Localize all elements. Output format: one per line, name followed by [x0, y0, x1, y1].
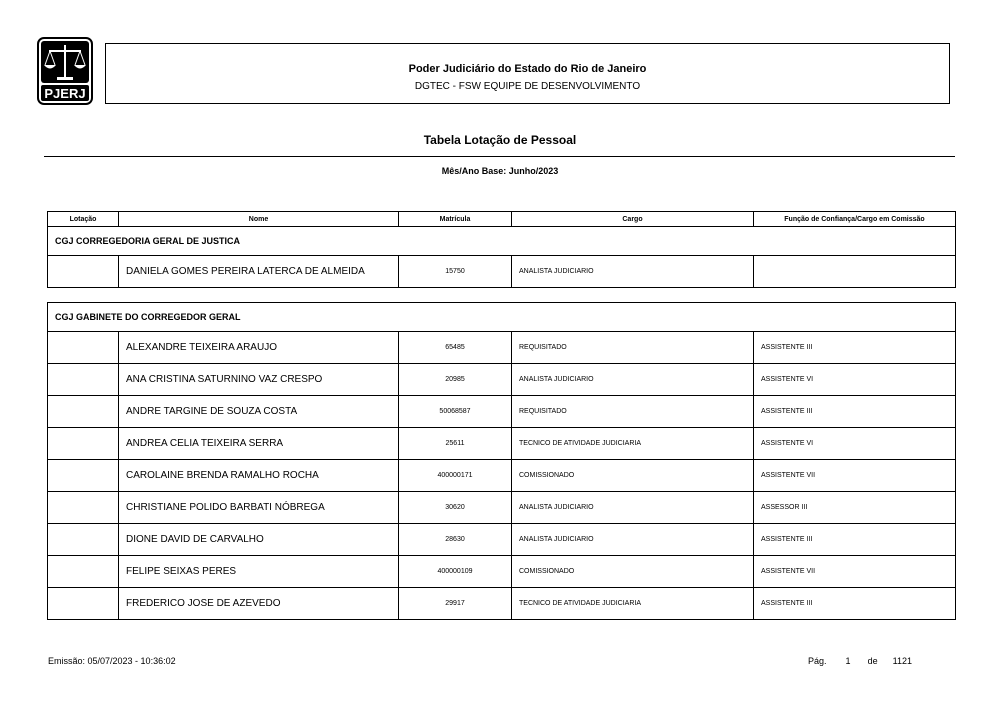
matricula-cell: 50068587: [399, 396, 512, 428]
nome-cell: FREDERICO JOSE DE AZEVEDO: [119, 588, 399, 620]
page-of: de: [867, 656, 878, 666]
cargo-cell: COMISSIONADO: [512, 460, 754, 492]
page-label: Pág.: [808, 656, 827, 666]
lotacao-cell: [48, 460, 119, 492]
funcao-cell: ASSESSOR III: [754, 492, 956, 524]
section-name: CGJ GABINETE DO CORREGEDOR GERAL: [48, 303, 956, 332]
lotacao-cell: [48, 428, 119, 460]
col-matricula: Matrícula: [399, 212, 512, 227]
matricula-cell: 30620: [399, 492, 512, 524]
table-row: [48, 428, 956, 460]
lotacao-cell: [48, 256, 119, 288]
title-divider: [44, 156, 955, 157]
staff-table-1: [47, 211, 956, 288]
table-row: [48, 524, 956, 556]
col-cargo: Cargo: [512, 212, 754, 227]
scales-of-justice-icon: [37, 37, 93, 105]
matricula-cell: 15750: [399, 256, 512, 288]
cargo-cell: TECNICO DE ATIVIDADE JUDICIARIA: [512, 588, 754, 620]
department-name: DGTEC - FSW EQUIPE DE DESENVOLVIMENTO: [414, 81, 641, 92]
section-header: [48, 303, 956, 332]
funcao-cell: ASSISTENTE III: [754, 588, 956, 620]
lotacao-cell: [48, 332, 119, 364]
funcao-cell: ASSISTENTE III: [754, 332, 956, 364]
document-title: Tabela Lotação de Pessoal: [423, 133, 577, 147]
matricula-cell: 25611: [399, 428, 512, 460]
nome-cell: DANIELA GOMES PEREIRA LATERCA DE ALMEIDA: [119, 256, 399, 288]
table-row: [48, 256, 956, 288]
lotacao-cell: [48, 556, 119, 588]
table-row: [48, 460, 956, 492]
cargo-cell: REQUISITADO: [512, 332, 754, 364]
col-lotacao: Lotação: [48, 212, 119, 227]
table-row: [48, 396, 956, 428]
table-row: [48, 364, 956, 396]
cargo-cell: REQUISITADO: [512, 396, 754, 428]
page-current: 1: [845, 656, 851, 666]
funcao-cell: ASSISTENTE VII: [754, 556, 956, 588]
page-counter: [808, 656, 912, 666]
column-header-row: [48, 212, 956, 227]
nome-cell: DIONE DAVID DE CARVALHO: [119, 524, 399, 556]
base-month: Mês/Ano Base: Junho/2023: [441, 166, 559, 176]
header-box: [105, 43, 950, 104]
org-name: Poder Judiciário do Estado do Rio de Janeiro: [408, 63, 647, 75]
section-header: [48, 227, 956, 256]
cargo-cell: ANALISTA JUDICIARIO: [512, 364, 754, 396]
funcao-cell: ASSISTENTE VI: [754, 428, 956, 460]
section-name: CGJ CORREGEDORIA GERAL DE JUSTICA: [48, 227, 956, 256]
matricula-cell: 400000109: [399, 556, 512, 588]
col-funcao: Função de Confiança/Cargo em Comissão: [754, 212, 956, 227]
nome-cell: ANDRE TARGINE DE SOUZA COSTA: [119, 396, 399, 428]
matricula-cell: 28630: [399, 524, 512, 556]
emission-timestamp: Emissão: 05/07/2023 - 10:36:02: [48, 656, 176, 666]
cargo-cell: ANALISTA JUDICIARIO: [512, 524, 754, 556]
funcao-cell: ASSISTENTE III: [754, 396, 956, 428]
funcao-cell: [754, 256, 956, 288]
lotacao-cell: [48, 524, 119, 556]
nome-cell: ALEXANDRE TEIXEIRA ARAUJO: [119, 332, 399, 364]
funcao-cell: ASSISTENTE III: [754, 524, 956, 556]
nome-cell: CAROLAINE BRENDA RAMALHO ROCHA: [119, 460, 399, 492]
matricula-cell: 65485: [399, 332, 512, 364]
matricula-cell: 29917: [399, 588, 512, 620]
table-row: [48, 588, 956, 620]
cargo-cell: COMISSIONADO: [512, 556, 754, 588]
staff-table-2: [47, 302, 956, 620]
matricula-cell: 400000171: [399, 460, 512, 492]
table-row: [48, 556, 956, 588]
lotacao-cell: [48, 396, 119, 428]
cargo-cell: ANALISTA JUDICIARIO: [512, 256, 754, 288]
table-row: [48, 332, 956, 364]
logo-text: PJERJ: [44, 86, 86, 101]
table-row: [48, 492, 956, 524]
matricula-cell: 20985: [399, 364, 512, 396]
lotacao-cell: [48, 364, 119, 396]
lotacao-cell: [48, 588, 119, 620]
cargo-cell: ANALISTA JUDICIARIO: [512, 492, 754, 524]
cargo-cell: TECNICO DE ATIVIDADE JUDICIARIA: [512, 428, 754, 460]
nome-cell: ANDREA CELIA TEIXEIRA SERRA: [119, 428, 399, 460]
nome-cell: ANA CRISTINA SATURNINO VAZ CRESPO: [119, 364, 399, 396]
col-nome: Nome: [119, 212, 399, 227]
page-total: 1121: [892, 656, 912, 666]
funcao-cell: ASSISTENTE VII: [754, 460, 956, 492]
funcao-cell: ASSISTENTE VI: [754, 364, 956, 396]
lotacao-cell: [48, 492, 119, 524]
nome-cell: CHRISTIANE POLIDO BARBATI NÓBREGA: [119, 492, 399, 524]
nome-cell: FELIPE SEIXAS PERES: [119, 556, 399, 588]
pjerj-logo: [37, 37, 93, 105]
